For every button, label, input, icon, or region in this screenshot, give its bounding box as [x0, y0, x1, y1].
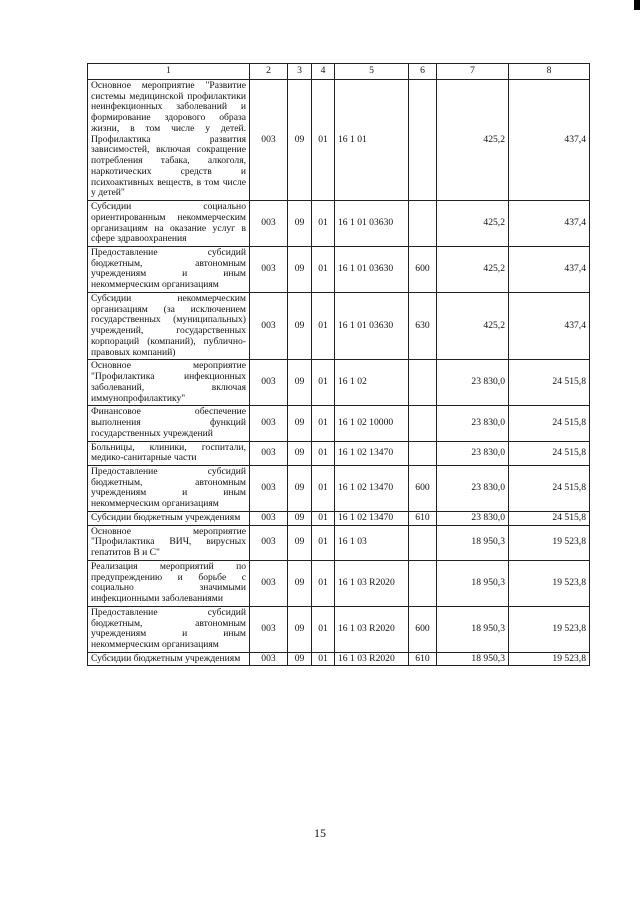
- cell-subsection: 01: [312, 201, 335, 247]
- cell-amount-2: 24 515,8: [509, 465, 590, 511]
- table-row: [88, 80, 590, 201]
- column-header: 7: [437, 64, 509, 80]
- cell-subsection: 01: [312, 441, 335, 465]
- cell-ministry: 003: [250, 201, 288, 247]
- table-row: [88, 465, 590, 511]
- table-row: [88, 247, 590, 293]
- cell-amount-2: 24 515,8: [509, 441, 590, 465]
- table-row: [88, 441, 590, 465]
- cell-amount-1: 18 950,3: [437, 525, 509, 560]
- table-row: [88, 525, 590, 560]
- row-name: Субсидии бюджетным учреждениям: [88, 652, 250, 666]
- row-name: Основное мероприятие "Профилактика инфекционных заболеваний, включая иммунопрофилактику": [88, 360, 250, 406]
- cell-target-article: 16 1 02 13470: [335, 441, 409, 465]
- cell-expense-type: [409, 201, 437, 247]
- cell-ministry: 003: [250, 560, 288, 606]
- cell-target-article: 16 1 01 03630: [335, 292, 409, 359]
- cell-section: 09: [288, 247, 312, 293]
- cell-ministry: 003: [250, 292, 288, 359]
- budget-table: [87, 63, 590, 666]
- cell-amount-1: 23 830,0: [437, 465, 509, 511]
- cell-amount-2: 437,4: [509, 247, 590, 293]
- cell-target-article: 16 1 02 13470: [335, 511, 409, 525]
- cell-target-article: 16 1 02 10000: [335, 406, 409, 441]
- cell-subsection: 01: [312, 560, 335, 606]
- cell-ministry: 003: [250, 247, 288, 293]
- table-row: [88, 201, 590, 247]
- row-name: Субсидии бюджетным учреждениям: [88, 511, 250, 525]
- cell-subsection: 01: [312, 360, 335, 406]
- cell-subsection: 01: [312, 406, 335, 441]
- row-name: Основное мероприятие "Развитие системы медицинской профилактики неинфекционных заболеваний и формирование здорового образа жизни, в том числе у детей. Профилактика развития зависимостей, включая сокращение потребления табака, алкоголя, наркотических средств и психоактивных веществ, в том числе у детей": [88, 80, 250, 201]
- cell-subsection: 01: [312, 292, 335, 359]
- column-header: 5: [335, 64, 409, 80]
- cell-ministry: 003: [250, 652, 288, 666]
- header-row: [88, 64, 590, 80]
- cell-ministry: 003: [250, 406, 288, 441]
- cell-amount-2: 24 515,8: [509, 511, 590, 525]
- column-header: 6: [409, 64, 437, 80]
- cell-ministry: 003: [250, 360, 288, 406]
- cell-section: 09: [288, 652, 312, 666]
- cell-amount-2: 437,4: [509, 80, 590, 201]
- cell-amount-1: 23 830,0: [437, 511, 509, 525]
- cell-target-article: 16 1 03 R2020: [335, 560, 409, 606]
- row-name: Предоставление субсидий бюджетным, автономным учреждениям и иным некоммерческим организациям: [88, 606, 250, 652]
- column-header: 1: [88, 64, 250, 80]
- cell-amount-2: 19 523,8: [509, 525, 590, 560]
- cell-section: 09: [288, 511, 312, 525]
- cell-subsection: 01: [312, 511, 335, 525]
- cell-subsection: 01: [312, 652, 335, 666]
- cell-ministry: 003: [250, 511, 288, 525]
- table-row: [88, 360, 590, 406]
- cell-section: 09: [288, 441, 312, 465]
- cell-amount-1: 23 830,0: [437, 360, 509, 406]
- column-header: 2: [250, 64, 288, 80]
- cell-amount-2: 437,4: [509, 292, 590, 359]
- cell-ministry: 003: [250, 80, 288, 201]
- cell-expense-type: [409, 441, 437, 465]
- cell-expense-type: 610: [409, 511, 437, 525]
- cell-amount-1: 425,2: [437, 247, 509, 293]
- cell-target-article: 16 1 02 13470: [335, 465, 409, 511]
- cell-amount-2: 19 523,8: [509, 606, 590, 652]
- cell-amount-1: 18 950,3: [437, 606, 509, 652]
- cell-ministry: 003: [250, 525, 288, 560]
- corner-scan-mark: [634, 0, 640, 10]
- cell-section: 09: [288, 80, 312, 201]
- cell-expense-type: 610: [409, 652, 437, 666]
- row-name: Субсидии некоммерческим организациям (за исключением государственных (муниципальных) учреждений, государственных корпораций (компаний), публично-правовых компаний): [88, 292, 250, 359]
- cell-section: 09: [288, 201, 312, 247]
- cell-expense-type: 600: [409, 465, 437, 511]
- cell-amount-1: 23 830,0: [437, 441, 509, 465]
- cell-expense-type: [409, 80, 437, 201]
- column-header: 4: [312, 64, 335, 80]
- table-row: [88, 406, 590, 441]
- row-name: Реализация мероприятий по предупреждению и борьбе с социально значимыми инфекционными заболеваниями: [88, 560, 250, 606]
- cell-ministry: 003: [250, 441, 288, 465]
- row-name: Финансовое обеспечение выполнения функций государственных учреждений: [88, 406, 250, 441]
- cell-amount-1: 18 950,3: [437, 560, 509, 606]
- table-row: [88, 511, 590, 525]
- row-name: Больницы, клиники, госпитали, медико-санитарные части: [88, 441, 250, 465]
- cell-amount-2: 19 523,8: [509, 652, 590, 666]
- column-header: 8: [509, 64, 590, 80]
- cell-expense-type: [409, 560, 437, 606]
- cell-subsection: 01: [312, 247, 335, 293]
- row-name: Предоставление субсидий бюджетным, автономным учреждениям и иным некоммерческим организациям: [88, 465, 250, 511]
- cell-target-article: 16 1 02: [335, 360, 409, 406]
- cell-ministry: 003: [250, 465, 288, 511]
- table-row: [88, 606, 590, 652]
- cell-section: 09: [288, 560, 312, 606]
- cell-amount-1: 23 830,0: [437, 406, 509, 441]
- table-row: [88, 652, 590, 666]
- row-name: Основное мероприятие "Профилактика ВИЧ, вирусных гепатитов В и С": [88, 525, 250, 560]
- cell-section: 09: [288, 606, 312, 652]
- cell-expense-type: 600: [409, 606, 437, 652]
- cell-subsection: 01: [312, 525, 335, 560]
- cell-subsection: 01: [312, 606, 335, 652]
- cell-target-article: 16 1 01 03630: [335, 201, 409, 247]
- cell-amount-2: 19 523,8: [509, 560, 590, 606]
- cell-amount-2: 24 515,8: [509, 406, 590, 441]
- cell-target-article: 16 1 01: [335, 80, 409, 201]
- cell-section: 09: [288, 292, 312, 359]
- table-row: [88, 560, 590, 606]
- cell-amount-1: 18 950,3: [437, 652, 509, 666]
- cell-expense-type: 600: [409, 247, 437, 293]
- cell-section: 09: [288, 360, 312, 406]
- cell-subsection: 01: [312, 465, 335, 511]
- cell-expense-type: [409, 525, 437, 560]
- cell-amount-2: 437,4: [509, 201, 590, 247]
- cell-subsection: 01: [312, 80, 335, 201]
- cell-expense-type: 630: [409, 292, 437, 359]
- cell-section: 09: [288, 465, 312, 511]
- cell-expense-type: [409, 406, 437, 441]
- cell-section: 09: [288, 406, 312, 441]
- cell-amount-1: 425,2: [437, 292, 509, 359]
- cell-ministry: 003: [250, 606, 288, 652]
- cell-amount-1: 425,2: [437, 201, 509, 247]
- cell-amount-2: 24 515,8: [509, 360, 590, 406]
- table-row: [88, 292, 590, 359]
- cell-amount-1: 425,2: [437, 80, 509, 201]
- cell-target-article: 16 1 01 03630: [335, 247, 409, 293]
- page-number: 15: [314, 826, 326, 840]
- cell-target-article: 16 1 03 R2020: [335, 652, 409, 666]
- cell-section: 09: [288, 525, 312, 560]
- cell-target-article: 16 1 03: [335, 525, 409, 560]
- cell-expense-type: [409, 360, 437, 406]
- row-name: Предоставление субсидий бюджетным, автономным учреждениям и иным некоммерческим организациям: [88, 247, 250, 293]
- cell-target-article: 16 1 03 R2020: [335, 606, 409, 652]
- row-name: Субсидии социально ориентированным некоммерческим организациям на оказание услуг в сфере здравоохранения: [88, 201, 250, 247]
- column-header: 3: [288, 64, 312, 80]
